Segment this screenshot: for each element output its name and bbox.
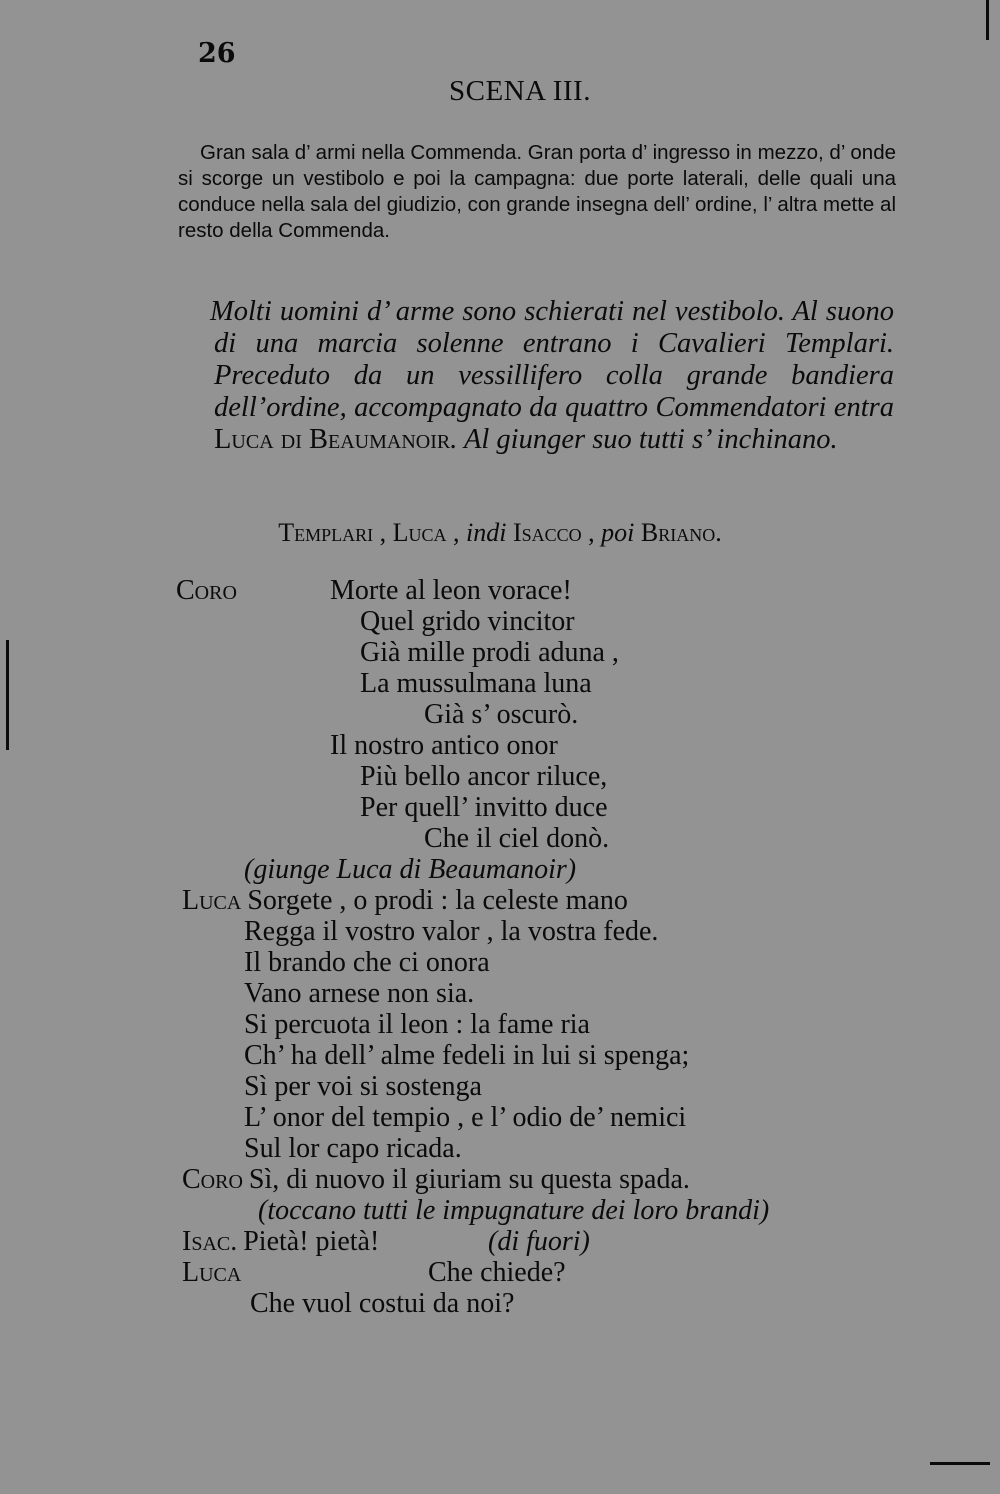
scan-edge-mark: [6, 640, 9, 750]
verse-line: Che il ciel donò.: [424, 823, 610, 854]
verse-line: [176, 575, 243, 606]
action-text-1: Molti uomini d’ arme sono schierati nel vestibolo. Al suono di una marcia solenne entrano i Cavalieri Templari. Preceduto da un vessillifero colla grande bandiera dell’ordine, accompagnato da quattro Commendatori entra: [210, 296, 894, 423]
scene-title-text: SCENA III.: [449, 75, 591, 107]
stage-note: (giunge Luca di Beaumanoir): [244, 854, 577, 885]
verse-line: Il brando che ci onora: [244, 947, 490, 978]
speaker-label: Luca: [182, 885, 242, 916]
verse-line: Già mille prodi aduna ,: [360, 637, 619, 668]
verse-line: [182, 1257, 247, 1288]
character-word-poi: poi: [601, 518, 635, 547]
speaker-label: Luca: [182, 1257, 242, 1288]
character-sep-3: ,: [581, 518, 602, 547]
verse-line: Il nostro antico onor: [330, 730, 558, 761]
character-word-indi: indi: [466, 518, 507, 547]
scan-edge-mark: [930, 1462, 990, 1465]
verse-line: [182, 1226, 379, 1257]
verse-line: L’ onor del tempio , e l’ odio de’ nemici: [244, 1102, 687, 1133]
character-briano: Briano.: [640, 518, 722, 547]
stage-direction: Gran sala d’ armi nella Commenda. Gran porta d’ ingresso in mezzo, d’ onde si scorge un vestibolo e poi la campagna: due porte laterali, delle quali una conduce nella sala del giudizio, con grande insegna dell’ ordine, l’ altra mette al resto della Commenda.: [178, 141, 896, 242]
verse-line: Per quell’ invitto duce: [360, 792, 608, 823]
verse-line: Regga il vostro valor , la vostra fede.: [244, 916, 659, 947]
speaker-label: Isac.: [182, 1226, 238, 1257]
character-isacco: Isacco: [512, 518, 582, 547]
action-character-name: Luca di Beaumanoir: [214, 424, 451, 455]
verse-line: La mussulmana luna: [360, 668, 592, 699]
verse-text: Pietà! pietà!: [243, 1226, 380, 1257]
scan-edge-mark: [986, 0, 989, 40]
character-templari: Templari: [278, 518, 374, 547]
verse-line: Quel grido vincitor: [360, 606, 575, 637]
verse-line: [182, 1164, 690, 1195]
speaker-label: Coro: [182, 1164, 243, 1195]
verse-line: Vano arnese non sia.: [244, 978, 475, 1009]
verse-line: Che chiede?: [428, 1257, 566, 1288]
stage-note: (di fuori): [488, 1226, 590, 1257]
action-text-2: . Al giunger suo tutti s’ inchinano.: [450, 424, 838, 455]
verse-line: Sì per voi si sostenga: [244, 1071, 482, 1102]
stage-note: (toccano tutti le impugnature dei loro brandi): [258, 1195, 770, 1226]
verse-line: Morte al leon vorace!: [330, 575, 572, 606]
speaker-label: Coro: [176, 575, 237, 606]
verse-line: [182, 885, 628, 916]
character-sep-1: ,: [373, 518, 393, 547]
character-luca: Luca: [392, 518, 447, 547]
character-sep-2: ,: [446, 518, 467, 547]
page-number: 26: [198, 38, 236, 69]
verse-line: Si percuota il leon : la fame ria: [244, 1009, 590, 1040]
verse-line: Sul lor capo ricada.: [244, 1133, 462, 1164]
verse-text: Sì, di nuovo il giuriam su questa spada.: [248, 1164, 690, 1195]
verse-line: Che vuol costui da noi?: [250, 1288, 515, 1319]
verse-line: Già s’ oscurò.: [424, 699, 579, 730]
verse-text: Sorgete , o prodi : la celeste mano: [247, 885, 628, 916]
verse-line: Più bello ancor riluce,: [360, 761, 608, 792]
verse-line: Ch’ ha dell’ alme fedeli in lui si spenga;: [244, 1040, 690, 1071]
